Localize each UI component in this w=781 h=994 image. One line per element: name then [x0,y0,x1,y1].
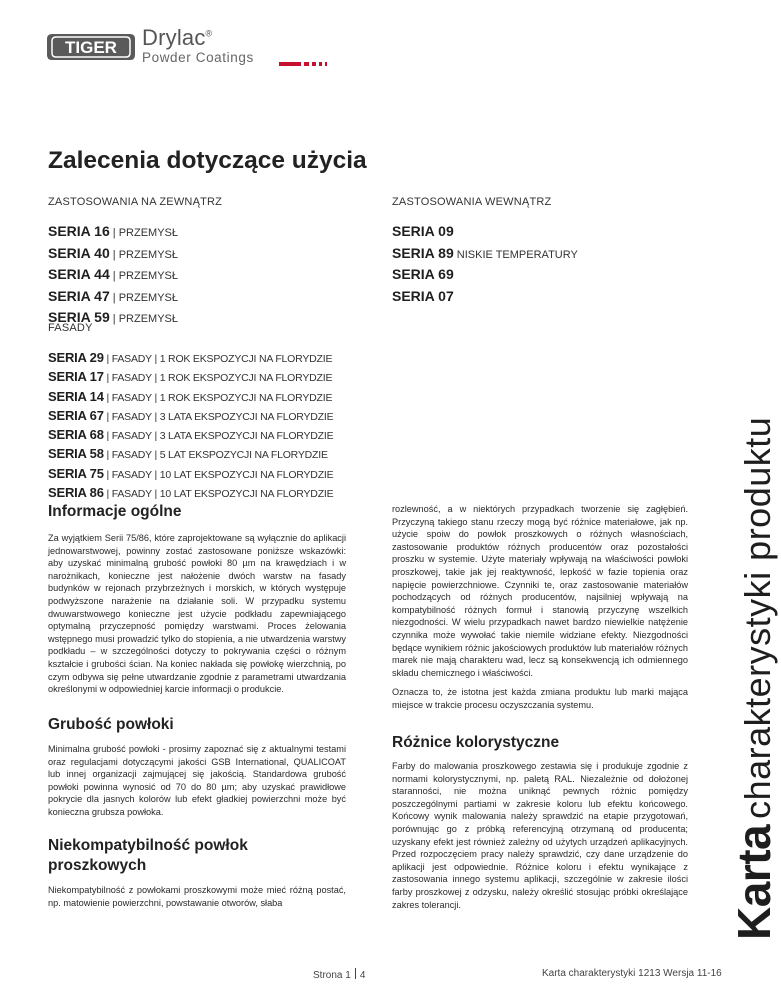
series-name: SERIA 58 [48,446,104,462]
facade-series-list [48,349,333,503]
document-reference: Karta charakterystyki 1213 Wersja 11-16 [542,968,722,979]
indoor-series-list [392,222,578,308]
logo-badge-text: TIGER [65,38,117,57]
page-number-current: Strona 1 [313,970,351,981]
series-name: SERIA 07 [392,287,454,304]
logo-subtitle: Powder Coatings [142,50,254,65]
indoor-section-label: ZASTOSOWANIA WEWNĄTRZ [392,196,552,208]
series-desc: NISKIE TEMPERATURY [453,248,578,261]
series-desc: | PRZEMYSŁ [109,227,178,239]
logo-registered-mark: ® [205,28,213,39]
incompatibility-heading: Niekompatybilność powłok proszkowych [48,837,248,874]
color-differences-heading: Różnice kolorystyczne [392,734,560,751]
incompatibility-continued-text: rozlewność, a w niektórych przypadkach tworzenie się zagłębień. Przyczyną takiego stanu rzeczy mogą być różnice materiałowe, jak np. użycie spoiw do powłok proszkowych o różnych własnościach, zastosowanie produktów różnych producentów oraz pozostałości proszku w systemie. Użyte materiały wpływają na właściwości powłoki proszkowej, takie jak jej reaktywność, lepkość w fazie topienia oraz napięcie powierzchniowe. Czynniki te, oraz zastosowanie materiałów pochodzących od różnych producentów, najsilniej wpływają na kompatybilność różnych formuł i stanowią przyczynę wszelkich niezgodności. W wielu przypadkach nawet bardzo niewielkie natężenie czynnika może wywołać takie niemile widziane efekty. Niezgodności będące wynikiem różnic jakościowych produktów lub materiałów różnych marek nie mają charakteru wad, lecz są konsekwencją ich odmiennego składu chemicznego i właściwości. [392,504,688,678]
incompatibility-note-text: Oznacza to, że istotna jest każda zmiana produktu lub marki mająca miejsce w trakcie procesu oczyszczania systemu. [392,687,688,710]
series-desc: | FASADY | 1 ROK EKSPOZYCJI NA FLORYDZIE [103,391,333,404]
series-name: SERIA 17 [48,369,104,385]
facade-item [48,349,333,368]
series-name: SERIA 68 [48,427,104,443]
series-desc: | FASADY | 10 LAT EKSPOZYCJI NA FLORYDZIE [103,488,334,501]
facade-item [48,388,333,407]
facade-item [48,484,333,503]
logo-brand-text: Drylac [142,25,206,50]
series-item [48,244,178,266]
facade-item [48,368,333,387]
logo-brand-name [142,25,212,51]
page-separator [355,968,356,979]
side-title-small: charakterystyki produktu [737,416,778,819]
series-name: SERIA 67 [48,407,104,423]
series-desc: | FASADY | 3 LATA EKSPOZYCJI NA FLORYDZIE [103,410,334,423]
series-item [392,222,578,244]
incompatibility-text: Niekompatybilność z powłokami proszkowymi może mieć różną postać, np. matowienie powierzchni, powstawanie otworów, słaba [48,885,346,908]
series-name: SERIA 59 [48,309,110,325]
series-item [392,287,578,309]
series-name: SERIA 89 [392,244,454,261]
series-name: SERIA 44 [48,266,110,282]
tiger-logo-badge [46,30,136,64]
series-item [48,287,178,309]
series-desc: | PRZEMYSŁ [109,248,178,261]
series-desc: | PRZEMYSŁ [109,291,178,304]
series-name: SERIA 16 [48,223,110,239]
series-name: SERIA 69 [392,266,454,282]
series-desc: | FASADY | 3 LATA EKSPOZYCJI NA FLORYDZIE [103,430,334,443]
series-name: SERIA 14 [48,388,104,404]
series-item [392,265,578,287]
series-desc: | PRZEMYSŁ [109,270,178,282]
page-number [313,968,365,981]
coating-thickness-text: Minimalna grubość powłoki - prosimy zapoznać się z aktualnymi testami oraz regulacjami dotyczącymi jakości GSB International, QUALICOAT lub innej organizacji zajmującej się jakością. Standardowa grubość powłoki powinna wynosić od 70 do 80 µm; aby uzyskać prawidłowe pokrycie dla jasnych kolorów lub efekt gładkiej powierzchni może być konieczna grubsza powłoka. [48,744,346,817]
series-desc: | FASADY | 5 LAT EKSPOZYCJI NA FLORYDZIE [103,449,328,462]
series-name: SERIA 09 [392,223,454,239]
vertical-document-title [727,280,781,940]
series-name: SERIA 47 [48,287,110,304]
series-item [48,222,178,244]
brand-logo [46,24,286,68]
facades-section-label: FASADY [48,322,93,334]
series-name: SERIA 40 [48,244,110,261]
series-desc: | FASADY | 1 ROK EKSPOZYCJI NA FLORYDZIE [103,372,333,385]
facade-item [48,445,333,464]
page-title: Zalecenia dotyczące użycia [48,147,367,174]
page-number-total: 4 [359,970,366,981]
general-info-text: Za wyjątkiem Serii 75/86, które zaprojektowane są wyłącznie do aplikacji jednowarstwowej, powinny zostać zastosowane poniższe wskazówki: aby uzyskać minimalną grubość powłoki 80 µm na krawędziach i w narożnikach, konieczne jest nałożenie dwóch warstw na fasady budynków w rejonach przybrzeżnych i morskich, w których występuje podwyższone narażenie na działanie soli. W przypadku systemu dwuwarstwowego konieczne jest użycie podkładu zapewniającego optymalną przyczepność pomiędzy warstwami. Proces żelowania wstępnego musi prowadzić tylko do stopienia, a nie utwardzenia warstwy podkładu – w szczególności dotyczy to pokrywania części o różnym kształcie i grubości ścian. Na koniec nakłada się powłokę wierzchnią, po czym odbywa się pełne utwardzanie zgodnie z parametrami utwardzania określonymi w odpowiedniej karcie informacji o produkcie. [48,533,346,695]
series-desc: | PRZEMYSŁ [109,313,178,325]
logo-accent-dots [279,62,327,66]
series-name: SERIA 86 [48,485,104,501]
series-name: SERIA 29 [48,350,104,365]
facade-item [48,407,333,426]
coating-thickness-heading: Grubość powłoki [48,716,174,733]
series-desc: | FASADY | 10 LAT EKSPOZYCJI NA FLORYDZIE [103,468,334,481]
series-name: SERIA 75 [48,465,104,481]
series-item [392,244,578,266]
side-title-big: Karta [728,824,780,940]
outdoor-section-label: ZASTOSOWANIA NA ZEWNĄTRZ [48,196,223,208]
facade-item [48,465,333,484]
series-desc: | FASADY | 1 ROK EKSPOZYCJI NA FLORYDZIE [103,353,333,365]
outdoor-series-list [48,222,178,330]
general-info-heading: Informacje ogólne [48,503,182,520]
facade-item [48,426,333,445]
series-item [48,265,178,287]
color-differences-text: Farby do malowania proszkowego zestawia się i produkuje zgodnie z normami kolorystycznymi, np. paletą RAL. Niezależnie od dołożonej staranności, nie można uniknąć pewnych różnic pomiędzy poszczególnymi partiami w zakresie koloru lub efektu końcowego. Końcowy wynik malowania należy sprawdzić na etapie przygotowań, porównując go z próbką referencyjną otrzymaną od producenta; uzyskany efekt jest również zależny od użytych urządzeń aplikacyjnych. Przed rozpoczęciem pracy należy sprawdzić, czy dane urządzenie do aplikacji jest odpowiednie. Różnice koloru i efektu wynikające z zastosowania innego systemu aplikacji, szczególnie w zakresie ilości farby proszkowej z odzysku, należy określić stosując próbki określające zakres tolerancji. [392,761,688,910]
